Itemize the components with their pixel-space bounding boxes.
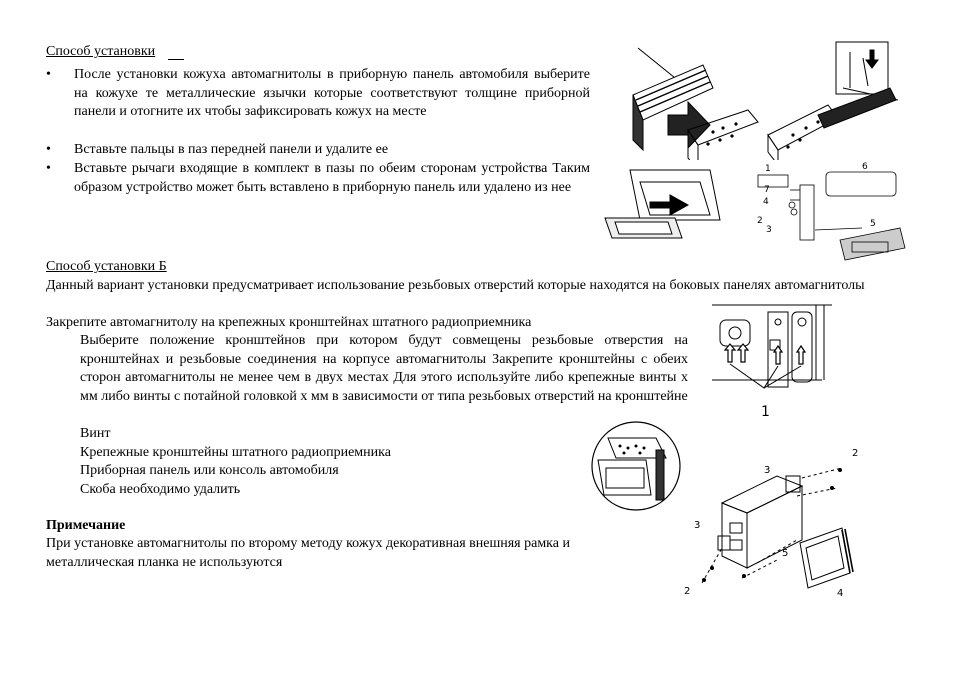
figure-bracket-holes (712, 300, 842, 420)
figure-label: 6 (862, 162, 868, 172)
bullet-item (46, 66, 590, 122)
bullet-marker: • (46, 142, 51, 157)
figure-label: 3 (766, 225, 772, 235)
bullet-text: Вставьте рычаги входящие в комплект в пазы по обеим сторонам устройства Таким образом устройство может быть вставлено в приборную панель или удалено из нее (74, 161, 590, 195)
figure-label: 3 (764, 465, 771, 476)
figure-label: 5 (782, 548, 789, 559)
note-title (46, 517, 125, 536)
figure-exploded-mount (682, 448, 892, 603)
legend-item: Скоба необходимо удалить (80, 481, 241, 497)
figure-label: 2 (684, 586, 691, 597)
figure-clip-detail (586, 420, 686, 515)
legend-list (80, 425, 391, 499)
legend-item: Крепежные кронштейны штатного радиоприемника (80, 444, 391, 460)
figure-label: 7 (764, 185, 770, 195)
bullet-text: После установки кожуха автомагнитолы в приборную панель автомобиля выберите на кожухе те металлические язычки которые соответствуют толщине приборной панели и отогните их чтобы зафиксировать кожух на месте (74, 67, 590, 119)
figure-label: 5 (870, 219, 876, 229)
bullet-text: Вставьте пальцы в паз передней панели и удалите ее (74, 142, 389, 157)
section-b-instruction: Выберите положение кронштейнов при котором будут совмещены резьбовые отверстия на кронштейнах и резьбовые соединения на корпусе автомагнитолы Закрепите кронштейны с обеих сторон автомагнитолы не менее чем в двух местах Для этого используйте либо крепежные винты х мм либо винты с потайной головкой х мм в зависимости от типа резьбовых отверстий на кронштейне (80, 333, 688, 404)
section-b-heading: Способ установки Б (46, 259, 167, 274)
note-title-text: Примечание (46, 518, 126, 533)
section-a-heading: Способ установки (46, 44, 156, 59)
section-b-mount-line: Закрепите автомагнитолу на крепежных кронштейнах штатного радиоприемника (46, 315, 532, 330)
note-text: При установке автомагнитолы по второму методу кожух декоративная внешняя рамка и металлическая планка не используются (46, 536, 570, 570)
figure-panel-removal (600, 160, 910, 270)
figure-sleeve-insertion (628, 40, 898, 160)
figure-label: 1 (761, 404, 770, 420)
figure-label: 4 (763, 197, 769, 207)
bullet-item (46, 141, 590, 160)
figure-label: 2 (852, 448, 859, 459)
legend-item: Приборная панель или консоль автомобиля (80, 463, 339, 478)
legend-item: Винт (80, 426, 111, 441)
bullet-marker: • (46, 67, 51, 82)
bullet-item (46, 160, 590, 197)
bullet-marker: • (46, 161, 51, 176)
section-b-intro: Данный вариант установки предусматривает использование резьбовых отверстий которые находятся на боковых панелях автомагнитолы (46, 278, 865, 293)
section-a-heading-underline-extension (168, 59, 184, 60)
figure-label: 1 (765, 164, 771, 174)
figure-label: 3 (694, 520, 701, 531)
figure-label: 4 (837, 588, 844, 599)
figure-label: 2 (757, 216, 763, 226)
